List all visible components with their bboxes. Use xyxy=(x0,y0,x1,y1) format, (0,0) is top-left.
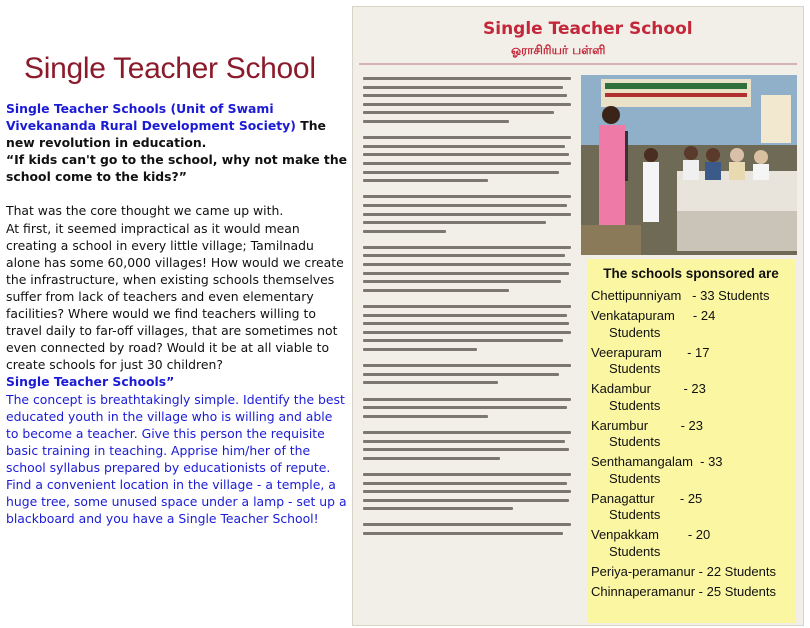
text-line-placeholder xyxy=(363,364,571,367)
school-list xyxy=(587,288,795,600)
text-line-placeholder xyxy=(363,94,567,97)
text-line-placeholder xyxy=(363,238,571,240)
event-photo-illustration xyxy=(581,75,797,255)
text-line-placeholder xyxy=(363,272,569,275)
text-line-placeholder xyxy=(363,145,565,148)
intro-org-name: Single Teacher Schools (Unit of Swami Vivekananda Rural Development Society) xyxy=(6,101,296,134)
paragraph-core-thought: That was the core thought we came up with. xyxy=(6,203,284,219)
text-line-placeholder xyxy=(363,305,571,308)
text-line-placeholder xyxy=(363,179,488,182)
event-photo xyxy=(581,75,797,255)
text-line-placeholder xyxy=(363,357,571,359)
list-item: Chinnaperamanur - 25 Students xyxy=(591,583,777,599)
text-line-placeholder xyxy=(363,482,567,485)
intro-quote: “If kids can't go to the school, why not make the school come to the kids?” xyxy=(6,152,348,185)
list-item: Panagattur - 25 Students xyxy=(591,490,703,522)
text-line-placeholder xyxy=(363,111,554,114)
text-line-placeholder xyxy=(363,473,571,476)
list-item: Senthamangalam - 33 Students xyxy=(591,454,723,486)
text-line-placeholder xyxy=(363,440,565,443)
text-line-placeholder xyxy=(363,77,571,80)
text-line-placeholder xyxy=(363,129,571,131)
text-line-placeholder xyxy=(363,516,571,518)
list-item: Chettipunniyam - 33 Students xyxy=(591,288,770,303)
intro-paragraph xyxy=(6,100,348,151)
text-line-placeholder xyxy=(363,398,571,401)
article-body xyxy=(6,100,348,527)
text-line-placeholder xyxy=(363,103,571,106)
intro-tagline: The new revolution in education. xyxy=(6,118,326,151)
text-line-placeholder xyxy=(363,297,571,299)
magazine-title: Single Teacher School xyxy=(483,19,693,39)
text-line-placeholder xyxy=(363,314,567,317)
list-item: Kadambur - 23 Students xyxy=(591,381,706,413)
text-line-placeholder xyxy=(363,136,571,139)
list-item: Veerapuram - 17 Students xyxy=(591,344,710,376)
text-line-placeholder xyxy=(363,490,571,493)
section-heading: Single Teacher Schools” xyxy=(6,374,175,390)
text-line-placeholder xyxy=(363,465,571,467)
text-line-placeholder xyxy=(363,263,571,266)
sponsor-heading: The schools sponsored are xyxy=(603,266,779,281)
paragraph-concept: The concept is breathtakingly simple. Identify the best educated youth in the village who is willing and able to become a teacher. Give this person the requisite basic training in teaching. Apprise him/her of the school syllabus prepared by educationists of repute. Find a convenient location in the village - a temple, a huge tree, some unused space under a lamp - set up a blackboard and you have a Single Teacher School! xyxy=(6,391,347,527)
text-line-placeholder xyxy=(363,86,563,89)
text-line-placeholder xyxy=(363,532,563,535)
text-line-placeholder xyxy=(363,448,569,451)
text-line-placeholder xyxy=(363,523,571,526)
text-line-placeholder xyxy=(363,153,569,156)
text-line-placeholder xyxy=(363,221,546,224)
tamil-article-text xyxy=(363,77,571,541)
text-line-placeholder xyxy=(363,254,565,257)
text-line-placeholder xyxy=(363,280,561,283)
text-line-placeholder xyxy=(363,213,571,216)
paragraph-challenges: At first, it seemed impractical as it would mean creating a school in every little village; Tamilnadu alone has some 60,000 villages! How would we create the infrastructure, when existing schools themselves suffer from lack of teachers and even elementary facilities? Where would we find teachers willing to travel daily to far-off villages, that are sometimes not even connected by road? Would it be at all viable to create schools for just 30 children? xyxy=(6,220,344,373)
text-line-placeholder xyxy=(363,423,571,425)
text-line-placeholder xyxy=(363,457,500,460)
text-line-placeholder xyxy=(363,507,513,510)
text-line-placeholder xyxy=(363,230,446,233)
magazine-subtitle-tamil: ஓராசிரியர் பள்ளி xyxy=(511,43,606,57)
text-line-placeholder xyxy=(363,390,571,392)
schools-sponsored-box xyxy=(587,259,795,623)
text-line-placeholder xyxy=(363,348,477,351)
title-divider xyxy=(359,63,797,65)
list-item: Karumbur - 23 Students xyxy=(591,417,703,449)
article-left-column xyxy=(0,0,352,628)
text-line-placeholder xyxy=(363,499,569,502)
text-line-placeholder xyxy=(363,431,571,434)
magazine-page-scan xyxy=(352,6,804,626)
text-line-placeholder xyxy=(363,373,559,376)
text-line-placeholder xyxy=(363,204,567,207)
list-item: Venpakkam - 20 Students xyxy=(591,527,711,559)
text-line-placeholder xyxy=(363,246,571,249)
list-item: Periya-peramanur - 22 Students xyxy=(591,563,776,579)
text-line-placeholder xyxy=(363,331,571,334)
text-line-placeholder xyxy=(363,406,567,409)
text-line-placeholder xyxy=(363,289,509,292)
page-title: Single Teacher School xyxy=(24,52,316,85)
list-item: Venkatapuram - 24 Students xyxy=(591,308,716,340)
text-line-placeholder xyxy=(363,415,488,418)
text-line-placeholder xyxy=(363,162,571,165)
text-line-placeholder xyxy=(363,339,563,342)
text-line-placeholder xyxy=(363,381,498,384)
text-line-placeholder xyxy=(363,188,571,190)
text-line-placeholder xyxy=(363,322,569,325)
text-line-placeholder xyxy=(363,195,571,198)
text-line-placeholder xyxy=(363,171,559,174)
text-line-placeholder xyxy=(363,120,509,123)
